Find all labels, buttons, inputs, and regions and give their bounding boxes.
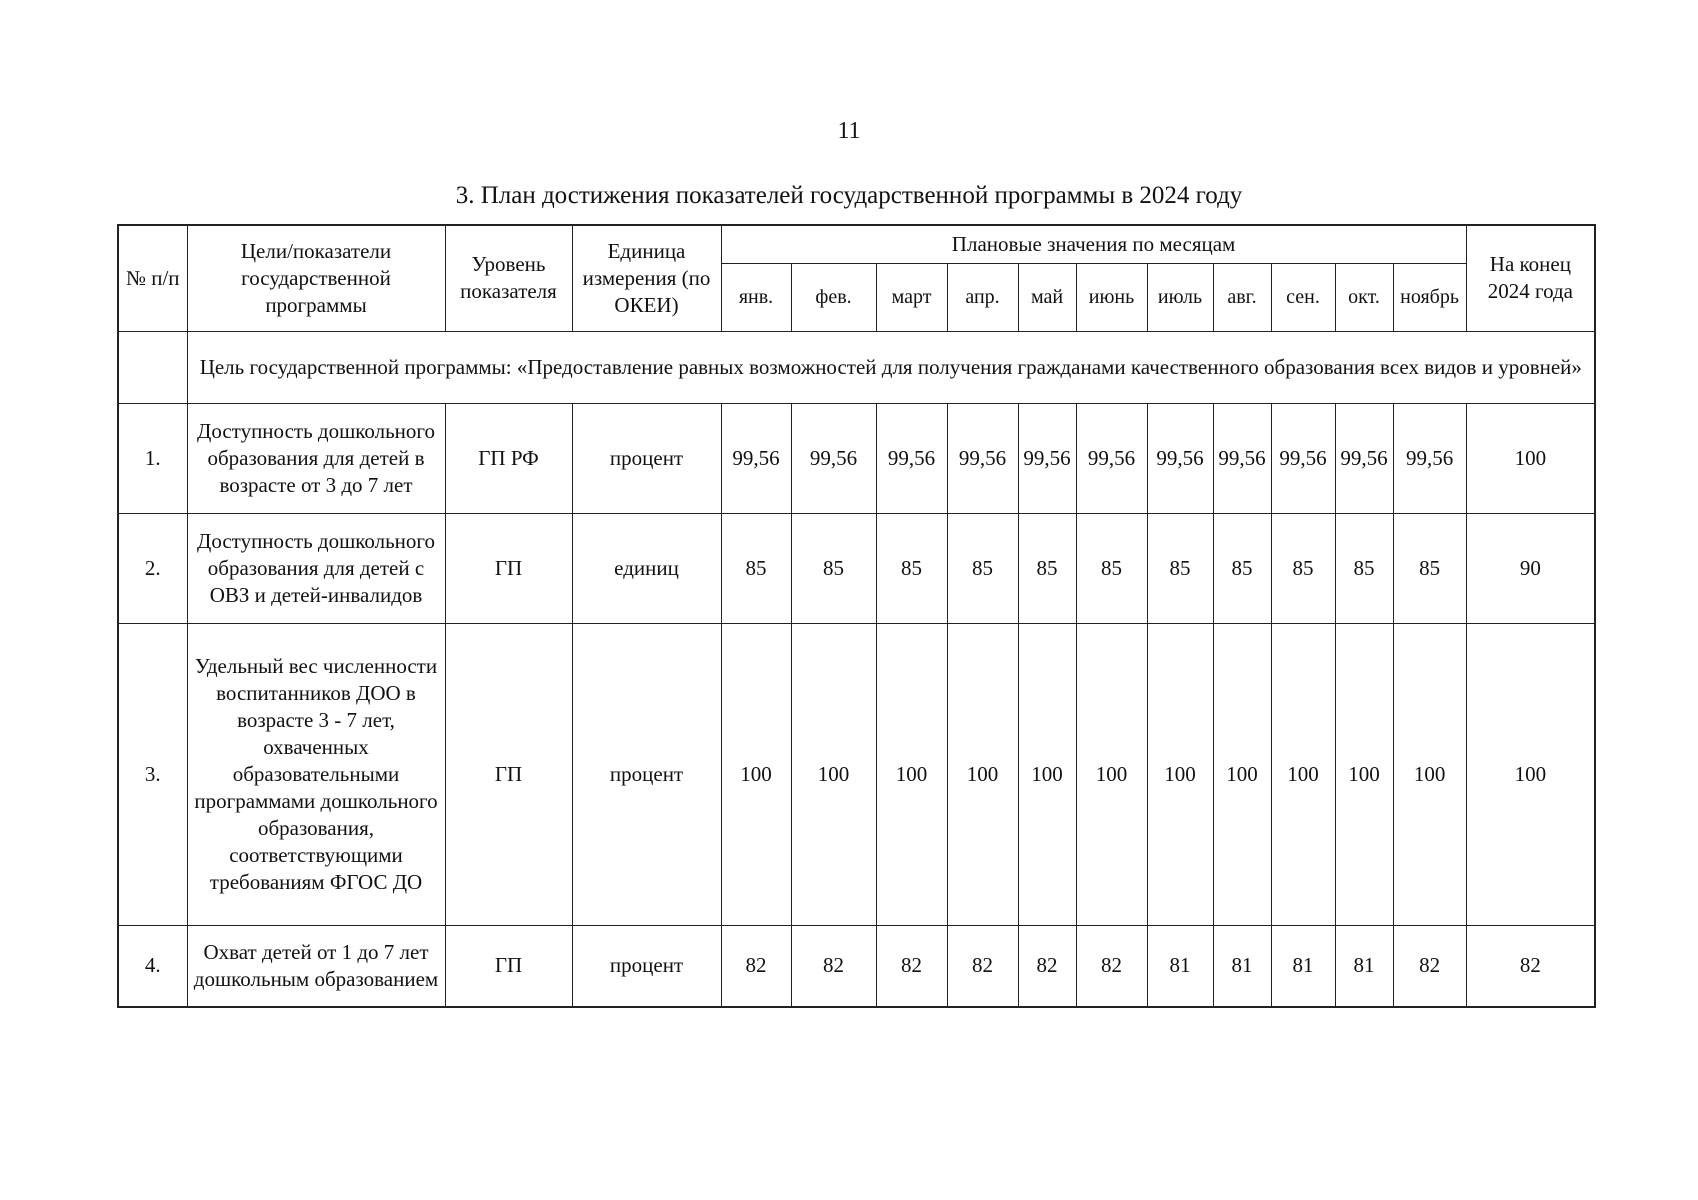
row-num: 2.: [118, 513, 187, 623]
header-num: № п/п: [118, 225, 187, 331]
header-month: май: [1018, 263, 1076, 331]
row-month-value: 100: [1393, 623, 1466, 925]
header-month: июнь: [1076, 263, 1147, 331]
row-month-value: 100: [1213, 623, 1271, 925]
document-title: 3. План достижения показателей государственной программы в 2024 году: [455, 182, 1243, 209]
row-unit: процент: [572, 623, 721, 925]
row-month-value: 100: [947, 623, 1018, 925]
row-month-value: 81: [1271, 925, 1335, 1007]
header-level: Уровень показателя: [445, 225, 572, 331]
row-month-value: 82: [876, 925, 947, 1007]
row-month-value: 100: [876, 623, 947, 925]
row-num: 3.: [118, 623, 187, 925]
row-month-value: 85: [1271, 513, 1335, 623]
row-month-value: 85: [791, 513, 876, 623]
row-unit: процент: [572, 403, 721, 513]
row-unit: единиц: [572, 513, 721, 623]
row-month-value: 82: [721, 925, 791, 1007]
row-month-value: 99,56: [1271, 403, 1335, 513]
row-month-value: 85: [1147, 513, 1213, 623]
row-month-value: 99,56: [1335, 403, 1393, 513]
header-month: фев.: [791, 263, 876, 331]
header-month: авг.: [1213, 263, 1271, 331]
row-month-value: 81: [1335, 925, 1393, 1007]
row-month-value: 99,56: [1147, 403, 1213, 513]
goal-row: Цель государственной программы: «Предоставление равных возможностей для получения гражданами качественного образования всех видов и уровней»: [187, 331, 1595, 403]
header-month: апр.: [947, 263, 1018, 331]
row-unit: процент: [572, 925, 721, 1007]
row-month-value: 81: [1213, 925, 1271, 1007]
row-month-value: 82: [947, 925, 1018, 1007]
row-month-value: 99,56: [791, 403, 876, 513]
row-month-value: 99,56: [1213, 403, 1271, 513]
header-month: ноябрь: [1393, 263, 1466, 331]
row-end-value: 100: [1466, 403, 1595, 513]
row-end-value: 82: [1466, 925, 1595, 1007]
header-month: окт.: [1335, 263, 1393, 331]
row-level: ГП: [445, 513, 572, 623]
row-end-value: 90: [1466, 513, 1595, 623]
row-month-value: 99,56: [876, 403, 947, 513]
header-month: сен.: [1271, 263, 1335, 331]
row-month-value: 81: [1147, 925, 1213, 1007]
table-row: [118, 925, 1595, 1007]
row-end-value: 100: [1466, 623, 1595, 925]
row-level: ГП РФ: [445, 403, 572, 513]
row-month-value: 100: [1147, 623, 1213, 925]
row-month-value: 85: [1393, 513, 1466, 623]
row-month-value: 100: [1335, 623, 1393, 925]
row-month-value: 100: [721, 623, 791, 925]
row-month-value: 85: [1076, 513, 1147, 623]
row-name: Доступность дошкольного образования для детей с ОВЗ и детей-инвалидов: [187, 513, 445, 623]
header-goal: Цели/показатели государственной программы: [187, 225, 445, 331]
header-month: март: [876, 263, 947, 331]
page-number: 11: [837, 118, 861, 144]
row-month-value: 100: [791, 623, 876, 925]
row-level: ГП: [445, 925, 572, 1007]
row-month-value: 85: [1213, 513, 1271, 623]
row-level: ГП: [445, 623, 572, 925]
row-month-value: 85: [721, 513, 791, 623]
table-row: [118, 623, 1595, 925]
row-month-value: 99,56: [721, 403, 791, 513]
row-month-value: 82: [1393, 925, 1466, 1007]
header-month: июль: [1147, 263, 1213, 331]
header-month: янв.: [721, 263, 791, 331]
header-end: На конец 2024 года: [1466, 225, 1595, 331]
plan-table: [117, 224, 1596, 1008]
table-row: [118, 403, 1595, 513]
table-row: [118, 513, 1595, 623]
row-month-value: 99,56: [1076, 403, 1147, 513]
row-month-value: 100: [1076, 623, 1147, 925]
row-month-value: 85: [947, 513, 1018, 623]
header-monthly: Плановые значения по месяцам: [721, 225, 1466, 263]
row-month-value: 100: [1018, 623, 1076, 925]
row-month-value: 82: [1018, 925, 1076, 1007]
row-name: Доступность дошкольного образования для детей в возрасте от 3 до 7 лет: [187, 403, 445, 513]
row-month-value: 99,56: [1393, 403, 1466, 513]
row-month-value: 99,56: [947, 403, 1018, 513]
row-month-value: 82: [791, 925, 876, 1007]
row-month-value: 85: [876, 513, 947, 623]
goal-row-num: [118, 331, 187, 403]
row-num: 4.: [118, 925, 187, 1007]
row-num: 1.: [118, 403, 187, 513]
row-month-value: 99,56: [1018, 403, 1076, 513]
row-month-value: 100: [1271, 623, 1335, 925]
row-month-value: 85: [1018, 513, 1076, 623]
row-name: Охват детей от 1 до 7 лет дошкольным образованием: [187, 925, 445, 1007]
row-month-value: 82: [1076, 925, 1147, 1007]
header-unit: Единица измерения (по ОКЕИ): [572, 225, 721, 331]
row-month-value: 85: [1335, 513, 1393, 623]
row-name: Удельный вес численности воспитанников ДОО в возрасте 3 - 7 лет, охваченных образовательными программами дошкольного образования, соответствующими требованиям ФГОС ДО: [187, 623, 445, 925]
